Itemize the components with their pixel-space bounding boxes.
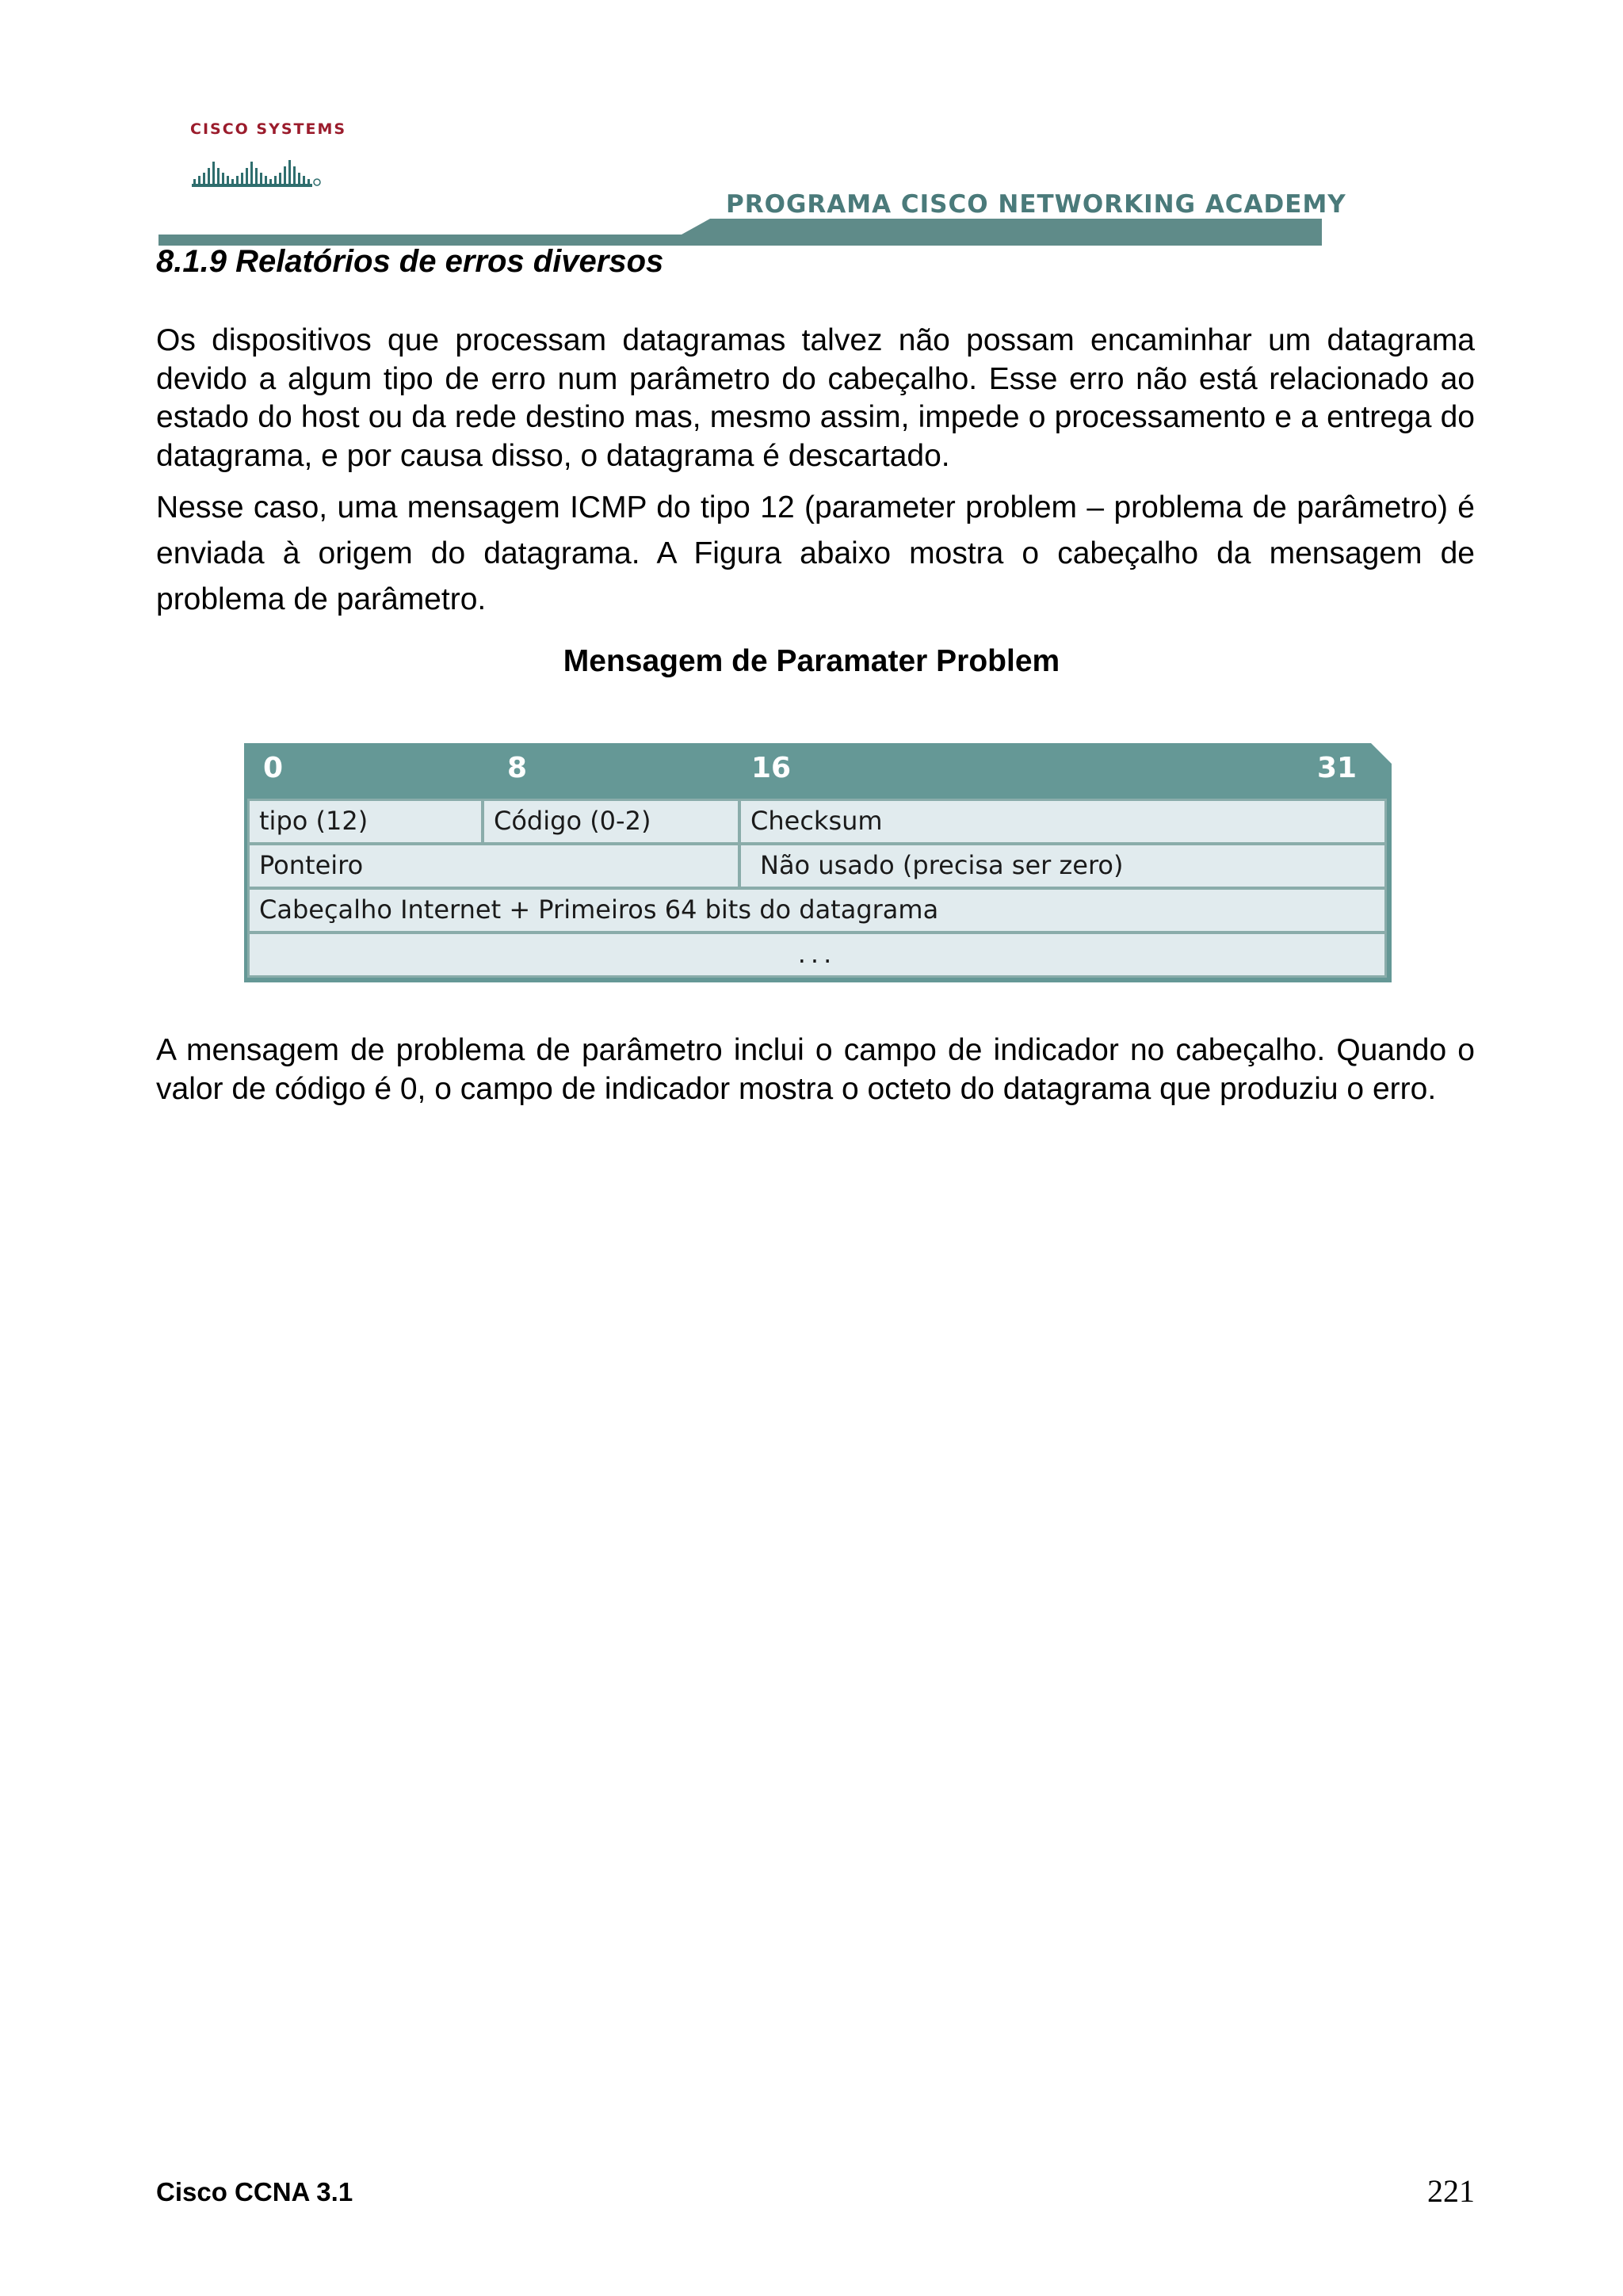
banner-title: PROGRAMA CISCO NETWORKING ACADEMY <box>726 190 1346 219</box>
field-codigo: Código (0-2) <box>482 799 740 845</box>
bit-label-16: 16 <box>751 752 792 784</box>
cisco-systems-logo <box>190 120 347 192</box>
figure-caption: Mensagem de Paramater Problem <box>563 644 1060 678</box>
footer-course-name: Cisco CCNA 3.1 <box>156 2177 353 2206</box>
academy-banner <box>158 190 1346 246</box>
paragraph-1: Os dispositivos que processam datagramas talvez não possam encaminhar um datagrama devido a algum tipo de erro num parâmetro do cabeçalho. Esse erro não está relacionado ao estado do host ou da rede destino mas, mesmo assim, impede o processamento e a entrega do datagrama, e por causa disso, o datagrama é descartado. <box>156 323 1475 473</box>
section-title: 8.1.9 Relatórios de erros diversos <box>156 244 664 279</box>
field-nao-usado: Não usado (precisa ser zero) <box>739 843 1387 889</box>
bit-label-8: 8 <box>507 752 528 784</box>
field-continuation: ... <box>247 932 1387 978</box>
paragraph-2: Nesse caso, uma mensagem ICMP do tipo 12 (parameter problem – problema de parâmetro) é enviada à origem do datagrama. A Figura abaixo mostra o cabeçalho da mensagem de problema de parâmetro. <box>156 490 1475 616</box>
cisco-bridge-icon <box>190 144 325 187</box>
field-tipo: tipo (12) <box>247 799 483 845</box>
icmp-header-figure <box>244 743 1392 982</box>
page-number: 221 <box>1427 2173 1475 2209</box>
field-checksum: Checksum <box>739 799 1387 845</box>
logo-text: CISCO SYSTEMS <box>190 120 347 138</box>
paragraph-3: A mensagem de problema de parâmetro inclui o campo de indicador no cabeçalho. Quando o valor de código é 0, o campo de indicador mostra o octeto do datagrama que produziu o erro. <box>156 1033 1475 1106</box>
bit-label-31: 31 <box>1317 752 1358 784</box>
bit-label-0: 0 <box>263 752 284 784</box>
field-cabecalho-internet: Cabeçalho Internet + Primeiros 64 bits do datagrama <box>247 887 1387 933</box>
field-ponteiro: Ponteiro <box>247 843 740 889</box>
